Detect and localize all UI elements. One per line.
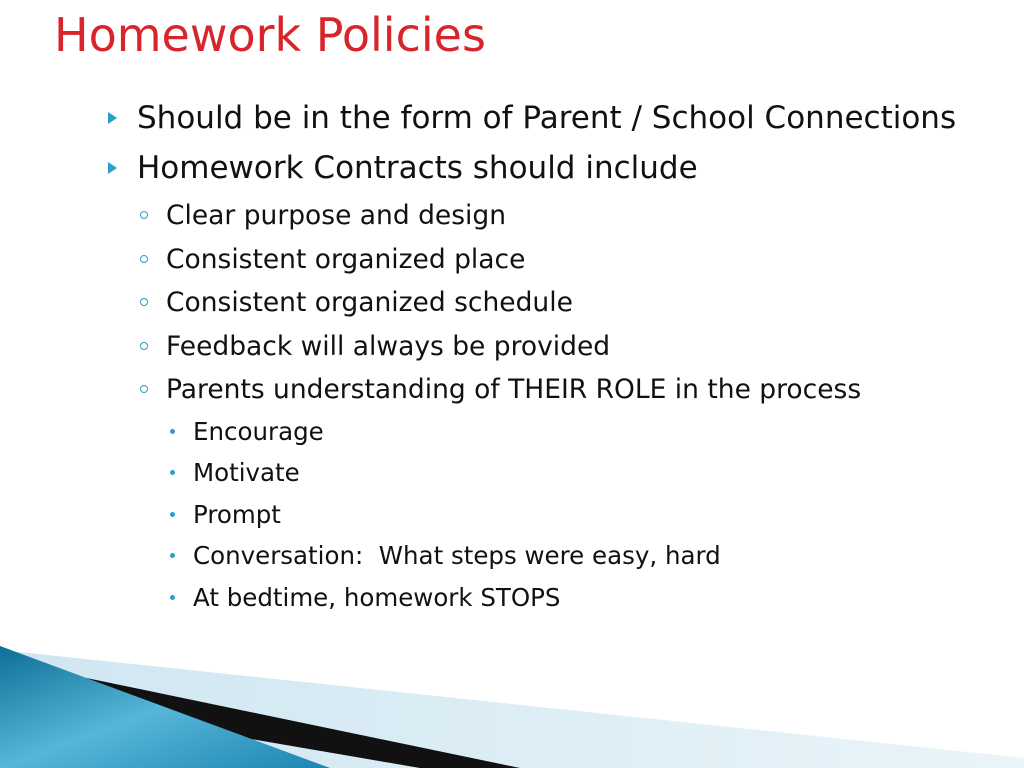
hollow-circle-bullet-icon [140,211,148,219]
sub-sub-bullet-item [108,455,968,491]
hollow-circle-bullet-icon [140,255,148,263]
sub-bullet-text: Clear purpose and design [166,200,506,231]
sub-sub-bullet-text: Encourage [193,416,324,446]
triangle-bullet-icon [108,112,117,124]
sub-bullet-item [108,240,968,279]
sub-bullet-text: Parents understanding of THEIR ROLE in the process [166,374,862,405]
sub-bullet-item [108,327,968,366]
sub-bullet-text: Consistent organized schedule [166,287,573,318]
triangle-bullet-icon [108,162,117,174]
bullet-list [108,96,968,621]
sub-sub-bullet-text: Conversation: What steps were easy, hard [193,541,721,570]
swoosh-decoration [0,640,1024,768]
sub-sub-bullet-item [108,580,968,616]
hollow-circle-bullet-icon [140,385,148,393]
sub-bullet-text: Feedback will always be provided [166,330,611,362]
sub-sub-bullet-item [108,497,968,533]
sub-sub-bullet-item [108,414,968,450]
sub-bullet-item [108,370,968,409]
sub-sub-bullet-text: Motivate [193,458,300,487]
hollow-circle-bullet-icon [140,342,148,350]
slide-title: Homework Policies [54,8,486,62]
sub-sub-bullet-text: Prompt [193,499,281,529]
sub-sub-bullet-text: At bedtime, homework STOPS [193,582,561,612]
dot-bullet-icon [170,429,175,434]
sub-sub-bullet-item [108,538,968,574]
bullet-item [108,96,968,140]
sub-bullet-item [108,196,968,235]
bullet-text: Homework Contracts should include [137,150,698,186]
sub-bullet-item [108,283,968,322]
dot-bullet-icon [170,470,175,475]
bullet-item [108,146,968,190]
dot-bullet-icon [170,595,175,600]
sub-bullet-text: Consistent organized place [166,243,526,275]
hollow-circle-bullet-icon [140,298,148,306]
bullet-text: Should be in the form of Parent / School Connections [137,100,957,136]
dot-bullet-icon [170,512,175,517]
dot-bullet-icon [170,553,175,558]
